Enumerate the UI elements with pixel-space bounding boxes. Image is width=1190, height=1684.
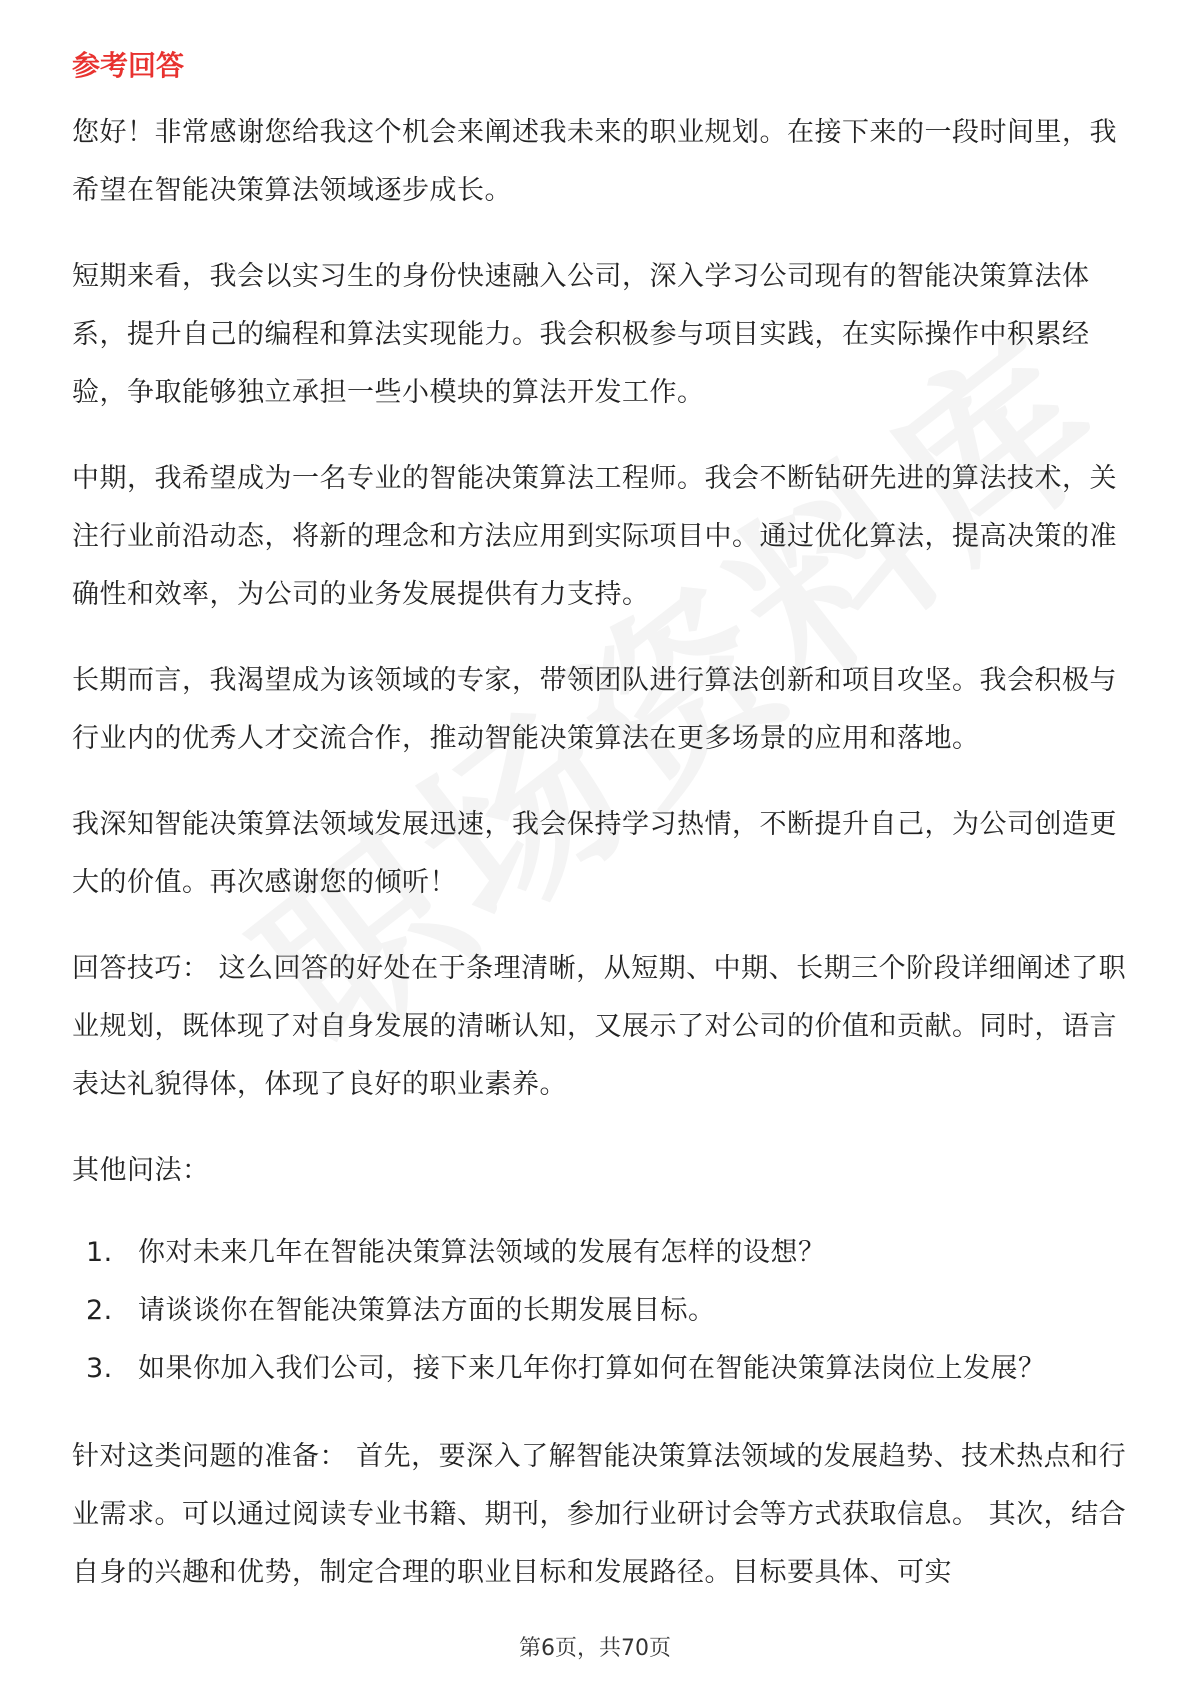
list-item xyxy=(72,1224,1132,1282)
list-item xyxy=(72,1340,1132,1398)
list-item-number: 3. xyxy=(86,1353,113,1384)
list-item-number: 1. xyxy=(86,1237,113,1268)
page-content xyxy=(72,46,1132,1630)
list-item xyxy=(72,1282,1132,1340)
paragraph-tips: 回答技巧： 这么回答的好处在于条理清晰，从短期、中期、长期三个阶段详细阐述了职业规划，既体现了对自身发展的清晰认知，又展示了对公司的价值和贡献。同时，语言表达礼貌得体，体现了良好的职业素养。 xyxy=(72,953,1127,1100)
paragraph-mid-term: 中期，我希望成为一名专业的智能决策算法工程师。我会不断钻研先进的算法技术，关注行业前沿动态，将新的理念和方法应用到实际项目中。通过优化算法，提高决策的准确性和效率，为公司的业务发展提供有力支持。 xyxy=(72,463,1117,610)
paragraph-closing: 我深知智能决策算法领域发展迅速，我会保持学习热情，不断提升自己，为公司创造更大的价值。再次感谢您的倾听！ xyxy=(72,809,1117,898)
page-number-footer: 第6页，共70页 xyxy=(519,1636,671,1661)
section-heading: 参考回答 xyxy=(72,49,185,82)
paragraph-short-term: 短期来看，我会以实习生的身份快速融入公司，深入学习公司现有的智能决策算法体系，提升自己的编程和算法实现能力。我会积极参与项目实践，在实际操作中积累经验，争取能够独立承担一些小模块的算法开发工作。 xyxy=(72,261,1090,408)
paragraph-greeting: 您好！非常感谢您给我这个机会来阐述我未来的职业规划。在接下来的一段时间里，我希望在智能决策算法领域逐步成长。 xyxy=(72,117,1117,206)
list-item-text: 请谈谈你在智能决策算法方面的长期发展目标。 xyxy=(138,1295,716,1326)
paragraph-long-term: 长期而言，我渴望成为该领域的专家，带领团队进行算法创新和项目攻坚。我会积极与行业内的优秀人才交流合作，推动智能决策算法在更多场景的应用和落地。 xyxy=(72,665,1117,754)
other-questions-label: 其他问法： xyxy=(72,1155,210,1186)
list-item-number: 2. xyxy=(86,1295,113,1326)
list-item-text: 你对未来几年在智能决策算法领域的发展有怎样的设想？ xyxy=(138,1237,826,1268)
paragraph-preparation: 针对这类问题的准备： 首先，要深入了解智能决策算法领域的发展趋势、技术热点和行业需求。可以通过阅读专业书籍、期刊，参加行业研讨会等方式获取信息。 其次，结合自身的兴趣和优势，制定合理的职业目标和发展路径。目标要具体、可实 xyxy=(72,1441,1127,1588)
other-questions-list xyxy=(72,1224,1132,1398)
list-item-text: 如果你加入我们公司，接下来几年你打算如何在智能决策算法岗位上发展？ xyxy=(138,1353,1046,1384)
